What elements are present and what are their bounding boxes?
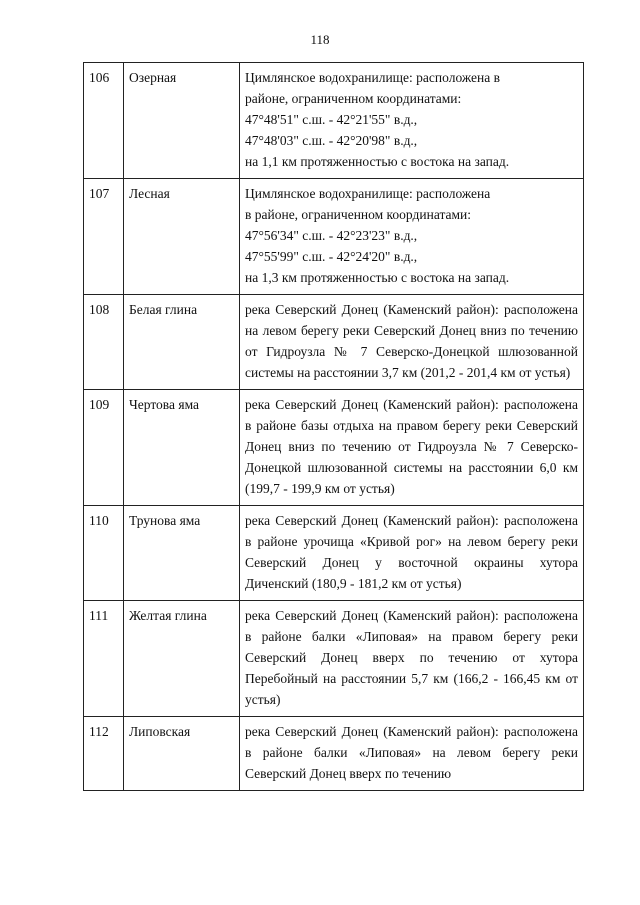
description-line: 47°48'51" с.ш. - 42°21'55" в.д., bbox=[245, 112, 418, 127]
site-name: Желтая глина bbox=[124, 601, 240, 717]
table-row bbox=[84, 295, 584, 390]
site-description bbox=[240, 63, 584, 179]
description-line: районе, ограниченном координатами: bbox=[245, 91, 462, 106]
site-name: Трунова яма bbox=[124, 506, 240, 601]
site-name: Липовская bbox=[124, 717, 240, 791]
site-name: Лесная bbox=[124, 179, 240, 295]
site-description: река Северский Донец (Каменский район): расположена на левом берегу реки Северский Донец вниз по течению от Гидроузла № 7 Северско-Донецкой шлюзованной системы на расстоянии 3,7 км (201,2 - 201,4 км от устья) bbox=[240, 295, 584, 390]
table-row bbox=[84, 717, 584, 791]
table-row bbox=[84, 601, 584, 717]
site-description: река Северский Донец (Каменский район): расположена в районе балки «Липовая» на правом берегу реки Северский Донец вверх по течению от хутора Перебойный на расстоянии 5,7 км (166,2 - 166,45 км от устья) bbox=[240, 601, 584, 717]
row-number: 112 bbox=[84, 717, 124, 791]
description-line: 47°55'99" с.ш. - 42°24'20" в.д., bbox=[245, 249, 418, 264]
site-description bbox=[240, 179, 584, 295]
row-number: 110 bbox=[84, 506, 124, 601]
row-number: 108 bbox=[84, 295, 124, 390]
description-line: в районе, ограниченном координатами: bbox=[245, 207, 472, 222]
site-description: река Северский Донец (Каменский район): расположена в районе балки «Липовая» на левом берегу реки Северский Донец вверх по течению bbox=[240, 717, 584, 791]
row-number: 107 bbox=[84, 179, 124, 295]
description-line: Цимлянское водохранилище: расположена в bbox=[245, 70, 500, 85]
site-name: Белая глина bbox=[124, 295, 240, 390]
site-name: Озерная bbox=[124, 63, 240, 179]
description-line: 47°48'03" с.ш. - 42°20'98" в.д., bbox=[245, 133, 418, 148]
row-number: 109 bbox=[84, 390, 124, 506]
page-number: 118 bbox=[310, 32, 330, 47]
row-number: 106 bbox=[84, 63, 124, 179]
description-line: на 1,1 км протяженностью с востока на запад. bbox=[245, 154, 510, 169]
registry-table bbox=[83, 62, 584, 791]
table-row bbox=[84, 179, 584, 295]
description-line: 47°56'34" с.ш. - 42°23'23" в.д., bbox=[245, 228, 418, 243]
description-line: Цимлянское водохранилище: расположена bbox=[245, 186, 491, 201]
site-description: река Северский Донец (Каменский район): расположена в районе базы отдыха на правом берегу реки Северский Донец вниз по течению от Гидроузла № 7 Северско-Донецкой шлюзованной системы на расстоянии 6,0 км (199,7 - 199,9 км от устья) bbox=[240, 390, 584, 506]
description-line: на 1,3 км протяженностью с востока на запад. bbox=[245, 270, 510, 285]
table-row bbox=[84, 63, 584, 179]
table-row bbox=[84, 506, 584, 601]
row-number: 111 bbox=[84, 601, 124, 717]
site-description: река Северский Донец (Каменский район): расположена в районе урочища «Кривой рог» на левом берегу реки Северский Донец у восточной окраины хутора Диченский (180,9 - 181,2 км от устья) bbox=[240, 506, 584, 601]
site-name: Чертова яма bbox=[124, 390, 240, 506]
table-row bbox=[84, 390, 584, 506]
